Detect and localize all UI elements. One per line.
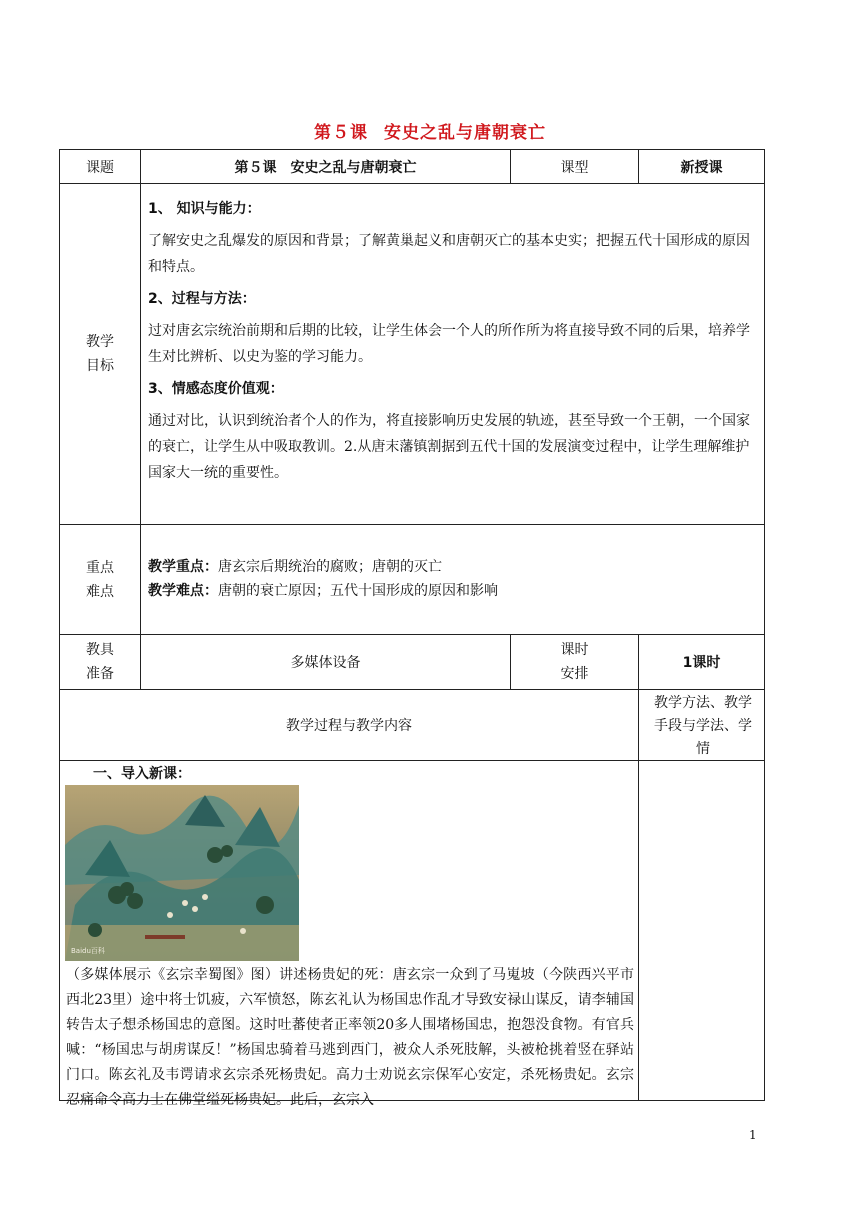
label-class-hours-line2: 安排: [560, 666, 589, 682]
label-objectives: [59, 183, 141, 525]
page-number: 1: [749, 1128, 757, 1142]
class-hours-value: 1课时: [638, 634, 765, 690]
label-key-points-line2: 难点: [86, 583, 114, 600]
page-title: [0, 118, 860, 143]
intro-side-notes: [638, 760, 765, 1101]
page-title-topic: 安史之乱与唐朝衰亡: [384, 123, 546, 143]
objective-text-knowledge: 了解安史之乱爆发的原因和背景；了解黄巢起义和唐朝灭亡的基本史实；把握五代十国形成的原因和特点。: [148, 233, 750, 275]
label-objectives-line2: 目标: [86, 358, 114, 374]
objectives-content: [140, 183, 765, 525]
lesson-type-value: 新授课: [638, 149, 765, 184]
objective-text-emotion: 通过对比，认识到统治者个人的作为，将直接影响历史发展的轨迹，甚至导致一个王朝，一个国家的衰亡，让学生从中吸取教训。2.从唐末藩镇割据到五代十国的发展演变过程中，让学生理解维护国家大一统的重要性。: [148, 413, 750, 481]
label-lesson-type: 课型: [510, 149, 639, 184]
teaching-focus-text: 唐玄宗后期统治的腐败；唐朝的灭亡: [218, 559, 442, 575]
painting-watermark: Baidu百科: [71, 947, 105, 955]
teaching-difficulty-label: 教学难点：: [148, 583, 218, 599]
label-tools: [59, 634, 141, 690]
objective-text-process: 过对唐玄宗统治前期和后期的比较，让学生体会一个人的所作所为将直接导致不同的后果，培养学生对比辨析、以史为鉴的学习能力。: [148, 323, 750, 365]
objective-heading-knowledge: 1、 知识与能力：: [148, 201, 261, 217]
painting-xuanzong-to-shu: [65, 785, 299, 961]
key-points-content: [140, 524, 765, 635]
intro-heading: 一、导入新课：: [93, 766, 191, 782]
painting-image: [65, 785, 299, 961]
label-key-points-line1: 重点: [86, 559, 114, 576]
objective-heading-process: 2、过程与方法：: [148, 291, 256, 307]
teaching-difficulty: [148, 579, 756, 603]
teaching-focus-label: 教学重点：: [148, 559, 218, 575]
subject-value: 第５课 安史之乱与唐朝衰亡: [140, 149, 511, 184]
teaching-difficulty-text: 唐朝的衰亡原因；五代十国形成的原因和影响: [218, 583, 498, 599]
label-subject: 课题: [59, 149, 141, 184]
label-objectives-line1: 教学: [86, 334, 114, 350]
label-class-hours-line1: 课时: [560, 642, 589, 658]
label-key-points: [59, 524, 141, 635]
label-tools-line2: 准备: [86, 666, 114, 682]
tools-value: 多媒体设备: [140, 634, 511, 690]
label-tools-line1: 教具: [86, 642, 114, 658]
process-header-main: 教学过程与教学内容: [59, 689, 639, 761]
page-title-lesson: 第５课: [314, 123, 368, 143]
objective-heading-emotion: 3、情感态度价值观：: [148, 381, 284, 397]
process-header-side: 教学方法、教学手段与学法、学情: [638, 689, 765, 761]
intro-content: [59, 760, 639, 1108]
label-class-hours: [510, 634, 639, 690]
teaching-focus: [148, 555, 756, 579]
intro-story-text: （多媒体展示《玄宗幸蜀图》图）讲述杨贵妃的死：唐玄宗一众到了马嵬坡（今陕西兴平市西北23里）途中将士饥疲，六军愤怒，陈玄礼认为杨国忠作乱才导致安禄山谋反，请李辅国转告太子想杀杨国忠的意图。这时吐蕃使者正率领20多人围堵杨国忠，抱怨没食物。有官兵喊：“杨国忠与胡虏谋反！”杨国忠骑着马逃到西门，被众人杀死肢解，头被枪挑着竖在驿站门口。陈玄礼及韦谔请求玄宗杀死杨贵妃。高力士劝说玄宗保军心安定，杀死杨贵妃。玄宗忍痛命令高力士在佛堂缢死杨贵妃。此后，玄宗入: [66, 967, 634, 1108]
